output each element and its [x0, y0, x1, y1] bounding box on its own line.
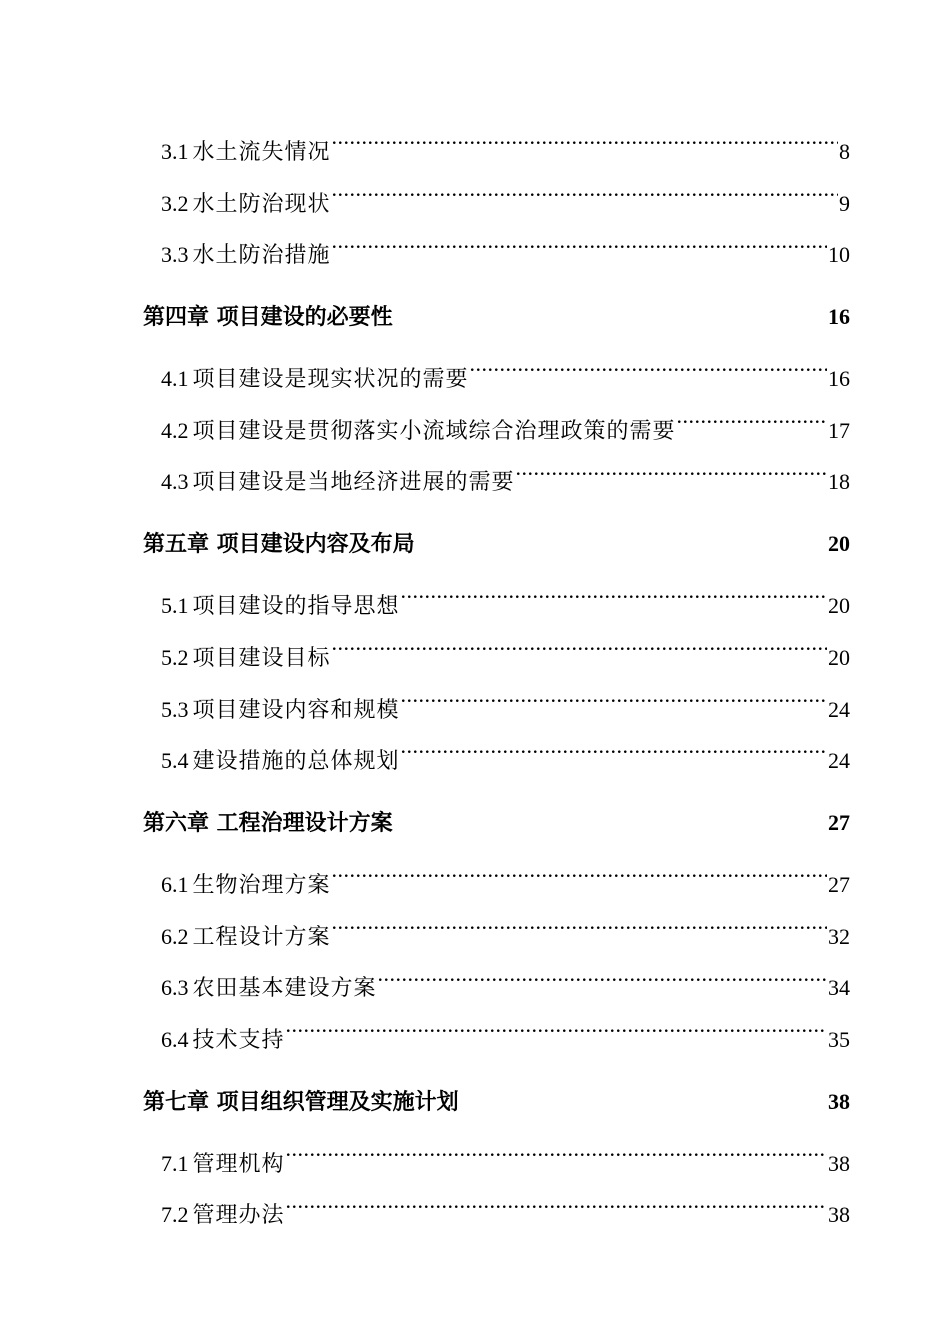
toc-entry-page: 27: [828, 871, 850, 897]
toc-leader-dots: [394, 302, 827, 324]
toc-chapter-entry[interactable]: [143, 1066, 850, 1138]
toc-leader-dots: [460, 1087, 827, 1109]
toc-entry-number: 5.2: [161, 644, 189, 670]
toc-entry-number: 5.1: [161, 593, 189, 619]
toc-entry-title: 项目建设是现实状况的需要: [192, 366, 469, 392]
toc-entry-page: 17: [828, 417, 850, 443]
toc-chapter-entry[interactable]: [143, 508, 850, 580]
toc-leader-dots: [286, 1025, 827, 1047]
toc-entry[interactable]: [143, 684, 850, 736]
toc-chapter-title: 第五章 项目建设内容及布局: [143, 532, 415, 558]
toc-entry[interactable]: [143, 1014, 850, 1066]
toc-entry-page: 20: [828, 593, 850, 619]
toc-entry-title: 项目建设是当地经济进展的需要: [192, 469, 515, 495]
toc-entry-page: 18: [828, 469, 850, 495]
toc-leader-dots: [286, 1200, 827, 1222]
toc-entry-page: 35: [828, 1026, 850, 1052]
toc-leader-dots: [677, 416, 827, 438]
toc-entry[interactable]: [143, 962, 850, 1014]
toc-entry[interactable]: [143, 1189, 850, 1241]
toc-entry-title: 项目建设目标: [192, 644, 331, 670]
toc-entry-number: 4.2: [161, 417, 189, 443]
toc-entry-title: 水土防治现状: [192, 190, 331, 216]
toc-leader-dots: [332, 643, 827, 665]
toc-entry-page: 16: [828, 366, 850, 392]
toc-chapter-page: 27: [828, 809, 850, 835]
toc-leader-dots: [416, 529, 827, 551]
toc-leader-dots: [332, 922, 827, 944]
toc-entry-title: 农田基本建设方案: [192, 975, 377, 1001]
toc-entry-page: 32: [828, 923, 850, 949]
toc-entry-number: 5.3: [161, 696, 189, 722]
toc-entry[interactable]: [143, 456, 850, 508]
toc-leader-dots: [332, 240, 827, 262]
toc-entry[interactable]: [143, 353, 850, 405]
toc-chapter-title: 第四章 项目建设的必要性: [143, 305, 393, 331]
toc-entry-title: 管理机构: [192, 1150, 285, 1176]
toc-entry-title: 管理办法: [192, 1202, 285, 1228]
toc-leader-dots: [286, 1149, 827, 1171]
toc-entry[interactable]: [143, 178, 850, 230]
toc-chapter-entry[interactable]: [143, 787, 850, 859]
toc-entry-title: 建设措施的总体规划: [192, 748, 400, 774]
toc-entry[interactable]: [143, 735, 850, 787]
toc-chapter-page: 38: [828, 1088, 850, 1114]
toc-leader-dots: [401, 746, 827, 768]
toc-chapter-title: 第七章 项目组织管理及实施计划: [143, 1089, 459, 1115]
toc-leader-dots: [332, 870, 827, 892]
toc-entry-title: 项目建设的指导思想: [192, 593, 400, 619]
toc-entry-number: 5.4: [161, 748, 189, 774]
toc-entry-title: 水土防治措施: [192, 242, 331, 268]
toc-leader-dots: [394, 808, 827, 830]
toc-entry-number: 6.4: [161, 1026, 189, 1052]
toc-leader-dots: [516, 467, 827, 489]
toc-leader-dots: [470, 364, 827, 386]
toc-leader-dots: [332, 189, 838, 211]
toc-entry-number: 6.2: [161, 923, 189, 949]
toc-entry-number: 6.1: [161, 871, 189, 897]
toc-entry-number: 3.3: [161, 242, 189, 268]
toc-leader-dots: [401, 591, 827, 613]
toc-leader-dots: [332, 137, 838, 159]
toc-entry-number: 4.1: [161, 366, 189, 392]
toc-entry[interactable]: [143, 859, 850, 911]
toc-entry-page: 24: [828, 748, 850, 774]
toc-entry-page: 38: [828, 1202, 850, 1228]
toc-chapter-page: 16: [828, 304, 850, 330]
toc-entry-number: 3.1: [161, 139, 189, 164]
toc-chapter-entry[interactable]: [143, 281, 850, 353]
toc-entry-title: 水土流失情况: [192, 139, 331, 164]
toc-entry-title: 生物治理方案: [192, 871, 331, 897]
toc-entry-page: 24: [828, 696, 850, 722]
toc-entry[interactable]: [143, 580, 850, 632]
toc-entry-page: 8: [839, 139, 850, 164]
toc-entry[interactable]: [143, 229, 850, 281]
toc-chapter-title: 第六章 工程治理设计方案: [143, 810, 393, 836]
toc-entry[interactable]: [143, 632, 850, 684]
toc-entry-number: 7.2: [161, 1202, 189, 1228]
toc-leader-dots: [401, 695, 827, 717]
toc-entry-title: 技术支持: [192, 1026, 285, 1052]
toc-entry-page: 34: [828, 975, 850, 1001]
toc-entry-title: 工程设计方案: [192, 923, 331, 949]
table-of-contents: [143, 126, 850, 1241]
toc-entry-page: 38: [828, 1150, 850, 1176]
toc-entry-page: 10: [828, 242, 850, 268]
toc-entry-page: 20: [828, 644, 850, 670]
toc-entry[interactable]: [143, 1138, 850, 1190]
toc-entry-number: 4.3: [161, 469, 189, 495]
toc-entry[interactable]: [143, 126, 850, 178]
toc-entry-title: 项目建设内容和规模: [192, 696, 400, 722]
toc-chapter-page: 20: [828, 531, 850, 557]
toc-entry[interactable]: [143, 405, 850, 457]
toc-entry-number: 6.3: [161, 975, 189, 1001]
toc-entry-number: 3.2: [161, 190, 189, 216]
toc-entry-title: 项目建设是贯彻落实小流域综合治理政策的需要: [192, 417, 676, 443]
toc-entry-page: 9: [839, 190, 850, 216]
toc-leader-dots: [378, 973, 827, 995]
toc-entry[interactable]: [143, 911, 850, 963]
toc-entry-number: 7.1: [161, 1150, 189, 1176]
